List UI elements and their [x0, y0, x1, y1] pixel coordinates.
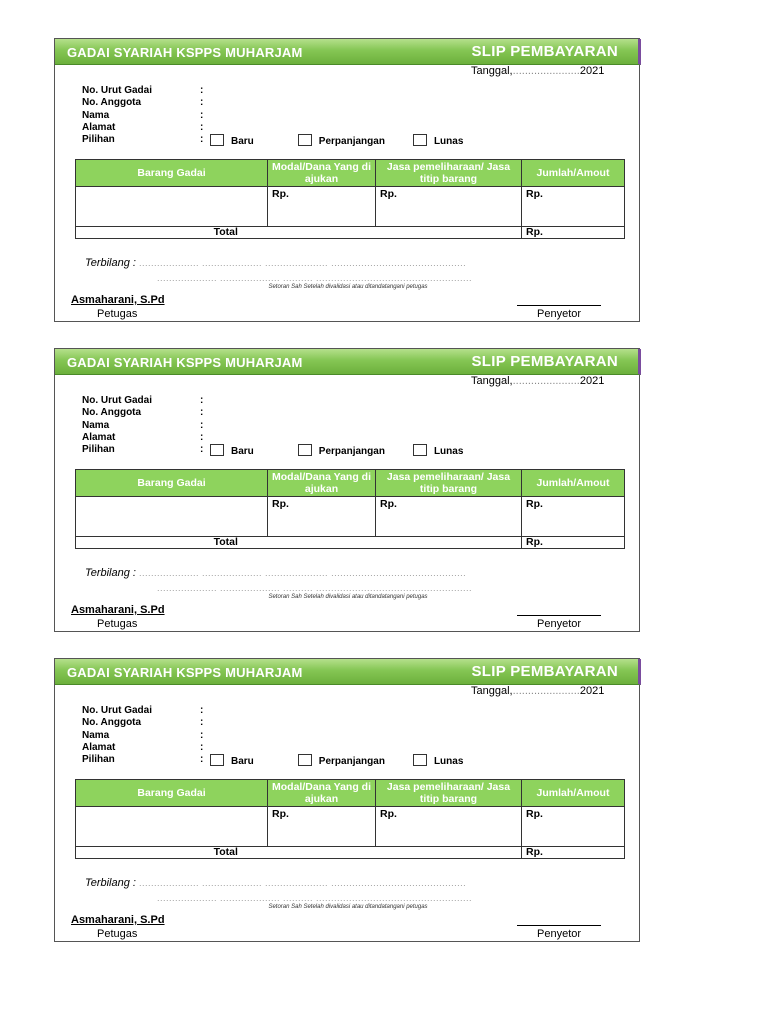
- terbilang-blank[interactable]: .................... .................... ..................... .............................................: [139, 878, 467, 888]
- field-colon: :: [200, 729, 204, 741]
- field-row-nama: [82, 730, 482, 742]
- terbilang-blank-2[interactable]: .................... .................... .......... ....................................................: [157, 583, 473, 593]
- baru-checkbox[interactable]: [210, 134, 224, 146]
- field-colon: :: [200, 444, 204, 456]
- total-amount-cell[interactable]: Rp.: [522, 537, 625, 549]
- baru-checkbox[interactable]: [210, 754, 224, 766]
- slip-title: SLIP PEMBAYARAN: [471, 353, 618, 370]
- jasa-cell[interactable]: Rp.: [376, 807, 522, 847]
- date-label: Tanggal,: [471, 65, 513, 77]
- table-header-row: [76, 160, 625, 187]
- field-colon: :: [200, 705, 204, 716]
- payment-table: [75, 159, 625, 239]
- organization-name: GADAI SYARIAH KSPPS MUHARJAM: [67, 45, 303, 60]
- field-row-urut: [82, 705, 482, 717]
- date-year: 2021: [579, 65, 605, 77]
- table-header-row: [76, 780, 625, 807]
- organization-name: GADAI SYARIAH KSPPS MUHARJAM: [67, 665, 303, 680]
- table-row: [76, 187, 625, 227]
- header-jasa: Jasa pemeliharaan/ Jasa titip barang: [376, 160, 522, 187]
- field-label: Nama: [82, 729, 110, 741]
- option-perpanjangan-label: Perpanjangan: [318, 136, 385, 148]
- field-colon: :: [200, 741, 204, 753]
- total-label: Total: [76, 847, 376, 859]
- field-colon: :: [200, 717, 204, 729]
- slip-header-banner: [55, 39, 641, 65]
- officer-role: Petugas: [97, 308, 138, 320]
- perpanjangan-checkbox[interactable]: [298, 754, 312, 766]
- slip-header-banner: [55, 659, 641, 685]
- field-colon: :: [200, 121, 204, 133]
- option-perpanjangan-label: Perpanjangan: [318, 446, 385, 458]
- member-fields: [82, 705, 482, 766]
- validation-note: Setoran Sah Setelah divalidasi atau ditandatangani petugas: [268, 594, 428, 600]
- pilihan-options: [210, 754, 463, 768]
- field-label: No. Urut Gadai: [82, 395, 153, 406]
- total-label: Total: [76, 537, 376, 549]
- lunas-checkbox[interactable]: [413, 134, 427, 146]
- barang-gadai-cell[interactable]: [76, 187, 268, 227]
- officer-name: Asmaharani, S.Pd: [71, 604, 165, 616]
- officer-role: Petugas: [97, 928, 138, 940]
- payment-slip: [54, 38, 640, 322]
- terbilang-blank[interactable]: .................... .................... ..................... .............................................: [139, 258, 467, 268]
- field-row-nama: [82, 110, 482, 122]
- pilihan-label: Pilihan: [82, 754, 115, 766]
- field-colon: :: [200, 407, 204, 419]
- signature-line: [517, 615, 601, 616]
- signature-line: [517, 305, 601, 306]
- terbilang-label: Terbilang :: [85, 567, 136, 579]
- field-row-alamat: [82, 742, 482, 754]
- header-jumlah: Jumlah/Amout: [522, 160, 625, 187]
- terbilang-line: [85, 257, 466, 269]
- slip-title: SLIP PEMBAYARAN: [471, 43, 618, 60]
- terbilang-blank-2[interactable]: .................... .................... .......... ....................................................: [157, 273, 473, 283]
- slip-title: SLIP PEMBAYARAN: [471, 663, 618, 680]
- header-modal-dana: Modal/Dana Yang di ajukan: [268, 780, 376, 807]
- field-label: Alamat: [82, 121, 116, 133]
- total-row: [76, 227, 625, 239]
- jasa-cell[interactable]: Rp.: [376, 187, 522, 227]
- header-jumlah: Jumlah/Amout: [522, 780, 625, 807]
- field-row-pilihan: [82, 444, 482, 456]
- perpanjangan-checkbox[interactable]: [298, 444, 312, 456]
- total-row: [76, 537, 625, 549]
- lunas-checkbox[interactable]: [413, 754, 427, 766]
- terbilang-line: [85, 567, 466, 579]
- pilihan-label: Pilihan: [82, 444, 115, 456]
- option-lunas-label: Lunas: [433, 756, 464, 768]
- terbilang-line: [85, 877, 466, 889]
- option-lunas-label: Lunas: [433, 446, 464, 458]
- validation-note: Setoran Sah Setelah divalidasi atau ditandatangani petugas: [268, 904, 428, 910]
- field-label: Alamat: [82, 431, 116, 443]
- terbilang-blank-2[interactable]: .................... .................... .......... ....................................................: [157, 893, 473, 903]
- lunas-checkbox[interactable]: [413, 444, 427, 456]
- date-line: [471, 685, 604, 697]
- field-label: Nama: [82, 419, 110, 431]
- payment-table: [75, 779, 625, 859]
- field-label: No. Anggota: [82, 717, 142, 729]
- field-label: No. Anggota: [82, 97, 142, 109]
- field-row-pilihan: [82, 754, 482, 766]
- option-baru-label: Baru: [231, 446, 254, 458]
- payment-slip: [54, 348, 640, 632]
- jumlah-cell[interactable]: Rp.: [522, 807, 625, 847]
- date-blank: ......................: [512, 375, 580, 387]
- field-colon: :: [200, 395, 204, 406]
- depositor-role: Penyetor: [537, 618, 582, 630]
- barang-gadai-cell[interactable]: [76, 497, 268, 537]
- header-modal-dana: Modal/Dana Yang di ajukan: [268, 470, 376, 497]
- total-amount-cell[interactable]: Rp.: [522, 227, 625, 239]
- field-row-anggota: [82, 717, 482, 729]
- date-year: 2021: [579, 375, 605, 387]
- total-label: Total: [76, 227, 376, 239]
- option-perpanjangan-label: Perpanjangan: [318, 756, 385, 768]
- officer-name: Asmaharani, S.Pd: [71, 294, 165, 306]
- officer-role: Petugas: [97, 618, 138, 630]
- field-row-alamat: [82, 432, 482, 444]
- modal-cell[interactable]: Rp.: [268, 187, 376, 227]
- member-fields: [82, 85, 482, 146]
- date-year: 2021: [579, 685, 605, 697]
- pilihan-options: [210, 444, 463, 458]
- total-row: [76, 847, 625, 859]
- payment-slip: [54, 658, 640, 942]
- header-jumlah: Jumlah/Amout: [522, 470, 625, 497]
- field-colon: :: [200, 754, 204, 766]
- field-row-nama: [82, 420, 482, 432]
- header-barang-gadai: Barang Gadai: [76, 160, 268, 187]
- field-row-urut: [82, 395, 482, 407]
- field-label: No. Anggota: [82, 407, 142, 419]
- pilihan-options: [210, 134, 463, 148]
- organization-name: GADAI SYARIAH KSPPS MUHARJAM: [67, 355, 303, 370]
- field-colon: :: [200, 97, 204, 109]
- field-colon: :: [200, 431, 204, 443]
- modal-cell[interactable]: Rp.: [268, 807, 376, 847]
- date-label: Tanggal,: [471, 685, 513, 697]
- terbilang-label: Terbilang :: [85, 877, 136, 889]
- table-row: [76, 497, 625, 537]
- signature-line: [517, 925, 601, 926]
- field-label: Nama: [82, 109, 110, 121]
- header-jasa: Jasa pemeliharaan/ Jasa titip barang: [376, 470, 522, 497]
- field-colon: :: [200, 109, 204, 121]
- payment-table: [75, 469, 625, 549]
- table-row: [76, 807, 625, 847]
- terbilang-blank[interactable]: .................... .................... ..................... .............................................: [139, 568, 467, 578]
- pilihan-label: Pilihan: [82, 134, 115, 146]
- header-barang-gadai: Barang Gadai: [76, 780, 268, 807]
- member-fields: [82, 395, 482, 456]
- total-spacer: [376, 847, 522, 859]
- validation-note: Setoran Sah Setelah divalidasi atau ditandatangani petugas: [268, 284, 428, 290]
- slip-header-banner: [55, 349, 641, 375]
- field-row-anggota: [82, 407, 482, 419]
- field-colon: :: [200, 134, 204, 146]
- table-header-row: [76, 470, 625, 497]
- terbilang-label: Terbilang :: [85, 257, 136, 269]
- field-row-pilihan: [82, 134, 482, 146]
- field-colon: :: [200, 419, 204, 431]
- date-label: Tanggal,: [471, 375, 513, 387]
- header-modal-dana: Modal/Dana Yang di ajukan: [268, 160, 376, 187]
- field-label: No. Urut Gadai: [82, 705, 153, 716]
- total-spacer: [376, 537, 522, 549]
- modal-cell[interactable]: Rp.: [268, 497, 376, 537]
- field-row-urut: [82, 85, 482, 97]
- jumlah-cell[interactable]: Rp.: [522, 497, 625, 537]
- jasa-cell[interactable]: Rp.: [376, 497, 522, 537]
- field-row-alamat: [82, 122, 482, 134]
- field-label: No. Urut Gadai: [82, 85, 153, 96]
- total-amount-cell[interactable]: Rp.: [522, 847, 625, 859]
- field-row-anggota: [82, 97, 482, 109]
- barang-gadai-cell[interactable]: [76, 807, 268, 847]
- option-baru-label: Baru: [231, 756, 254, 768]
- perpanjangan-checkbox[interactable]: [298, 134, 312, 146]
- field-label: Alamat: [82, 741, 116, 753]
- option-lunas-label: Lunas: [433, 136, 464, 148]
- header-jasa: Jasa pemeliharaan/ Jasa titip barang: [376, 780, 522, 807]
- field-colon: :: [200, 85, 204, 96]
- date-line: [471, 375, 604, 387]
- total-spacer: [376, 227, 522, 239]
- date-blank: ......................: [512, 685, 580, 697]
- date-blank: ......................: [512, 65, 580, 77]
- baru-checkbox[interactable]: [210, 444, 224, 456]
- depositor-role: Penyetor: [537, 308, 582, 320]
- date-line: [471, 65, 604, 77]
- jumlah-cell[interactable]: Rp.: [522, 187, 625, 227]
- option-baru-label: Baru: [231, 136, 254, 148]
- officer-name: Asmaharani, S.Pd: [71, 914, 165, 926]
- depositor-role: Penyetor: [537, 928, 582, 940]
- header-barang-gadai: Barang Gadai: [76, 470, 268, 497]
